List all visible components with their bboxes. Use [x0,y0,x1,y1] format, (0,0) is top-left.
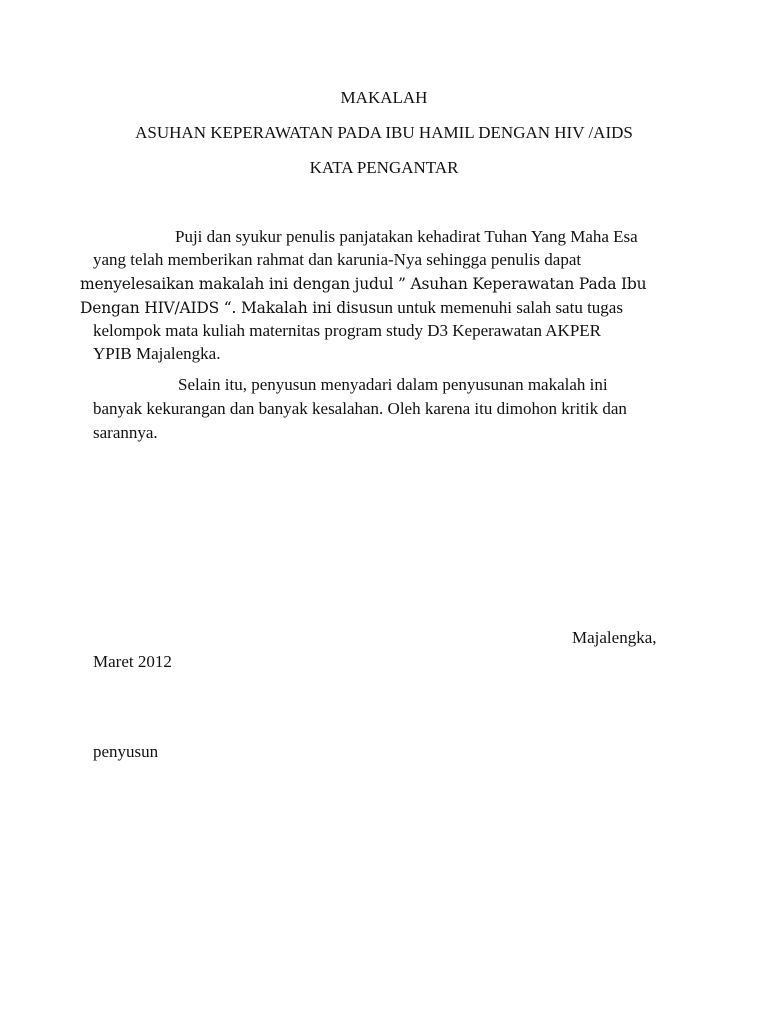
paragraph-line: sarannya. [93,423,158,442]
signature-label: penyusun [93,742,159,761]
title-makalah: MAKALAH [340,88,428,107]
paragraph-line: Puji dan syukur penulis panjatakan kehadirat Tuhan Yang Maha Esa [175,227,638,246]
date-label: Maret 2012 [93,652,172,671]
title-kata-pengantar: KATA PENGANTAR [309,158,459,177]
paragraph-line: yang telah memberikan rahmat dan karunia-Nya sehingga penulis dapat [93,250,582,269]
paragraph-line-segment: un untuk memenuhi salah satu tugas [376,298,623,317]
paragraph-line: Selain itu, penyusun menyadari dalam penyusunan makalah ini [178,375,608,394]
paragraph-line [80,296,623,320]
paragraph-line: menyelesaikan makalah ini dengan judul ” Asuhan Keperawatan Pada Ibu [80,275,647,293]
paragraph-line-segment: Dengan HIV/AIDS “. Makalah ini disus [80,299,377,317]
title-subject: ASUHAN KEPERAWATAN PADA IBU HAMIL DENGAN HIV /AIDS [135,123,633,142]
paragraph-line: kelompok mata kuliah maternitas program study D3 Keperawatan AKPER [93,321,601,340]
paragraph-line: YPIB Majalengka. [93,344,221,363]
place-label: Majalengka, [572,628,657,647]
paragraph-line: banyak kekurangan dan banyak kesalahan. Oleh karena itu dimohon kritik dan [93,399,627,418]
